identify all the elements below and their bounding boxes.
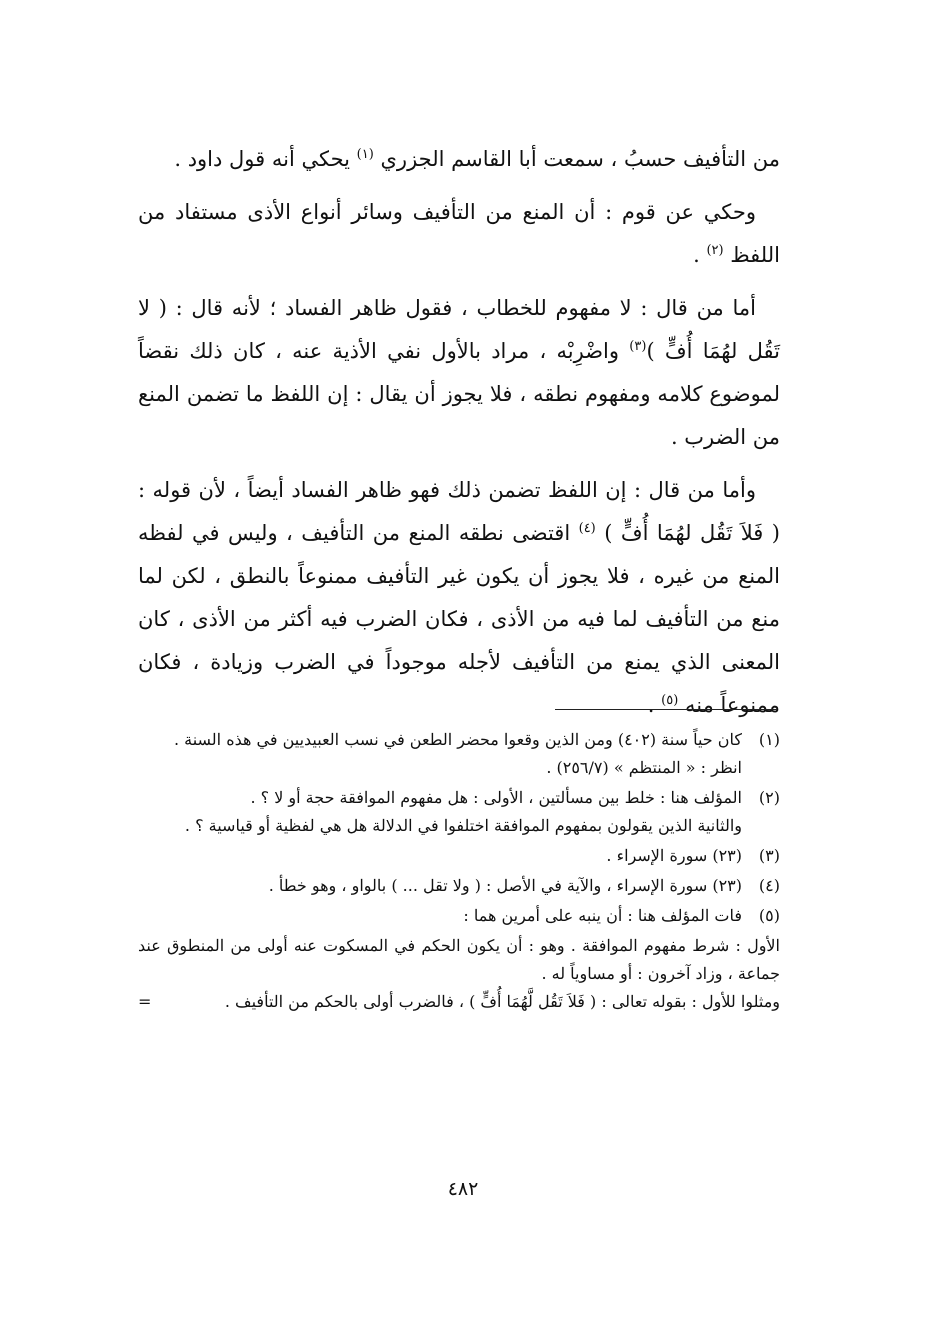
footnote-line: انظر : « المنتظم » (٢٥٦/٧) . — [546, 758, 742, 777]
footnote — [138, 842, 780, 870]
footnote-line: (٢٣) سورة الإسراء ، والآية في الأصل : ( ولا تقل ... ) بالواو ، وهو خطأ . — [268, 876, 742, 895]
footnote-continuation-text: الأول : شرط مفهوم الموافقة . وهو : أن يكون الحكم في المسكوت عنه أولى من المنطوق عند جماعة ، وزاد آخرون : أو مساوياً له . — [138, 936, 780, 983]
footnote — [138, 726, 780, 782]
footnote-body — [138, 872, 742, 900]
paragraph — [138, 191, 780, 277]
footnote-line: المؤلف هنا : خلط بين مسألتين ، الأولى : هل مفهوم الموافقة حجة أو لا ؟ . — [250, 788, 742, 807]
paragraph — [138, 469, 780, 727]
paragraph-text: وحكي عن قوم : أن المنع من التأفيف وسائر أنواع الأذى مستفاد من اللفظ — [138, 200, 780, 267]
footnote-number: (٤) — [758, 876, 780, 895]
footnote-line: والثانية الذين يقولون بمفهوم الموافقة اختلفوا في الدلالة هل هي لفظية أو قياسية ؟ . — [184, 816, 742, 835]
footnote-continuation-line — [138, 988, 780, 1016]
continuation-mark: = — [138, 992, 152, 1011]
paragraph-text: يحكي أنه قول داود . — [174, 147, 357, 171]
footnote-reference: (١) — [356, 147, 374, 162]
footnote-line: كان حياً سنة (٤٠٢) ومن الذين وقعوا محضر الطعن في نسب العبيديين في هذه السنة . — [173, 730, 742, 749]
page-number: ٤٨٢ — [447, 1178, 479, 1200]
main-text — [138, 138, 780, 737]
paragraph-text: أما من قال : لا مفهوم للخطاب ، فقول ظاهر الفساد ؛ لأنه قال : ( لا تَقُل لهُمَا أُفٍّ ) — [138, 296, 781, 363]
footnote-body — [138, 902, 742, 930]
footnote-line: (٢٣) سورة الإسراء . — [606, 846, 742, 865]
footnote-number: (١) — [758, 730, 780, 749]
paragraph-text: . — [693, 243, 707, 267]
footnote-line: فات المؤلف هنا : أن ينبه على أمرين هما : — [463, 906, 742, 925]
footnote — [138, 872, 780, 900]
footnote-reference: (٥) — [661, 693, 679, 708]
footnote-number: (٥) — [758, 906, 780, 925]
paragraph — [138, 287, 780, 459]
footnote — [138, 902, 780, 930]
footnote-body — [138, 842, 742, 870]
footnote-reference: (٢) — [706, 243, 724, 258]
footnote-separator — [555, 709, 777, 710]
paragraph-text: اقتضى نطقه المنع من التأفيف ، وليس في لفظه المنع من غيره ، فلا يجوز أن يكون غير التأفيف ممنوعاً بالنطق ، لكن لما منع من التأفيف لما فيه من الأذى ، فكان الضرب فيه أكثر من الأذى ، كان المعنى الذي يمنع من التأفيف لأجله موجوداً في الضرب وزيادة ، فكان ممنوعاً منه — [138, 521, 780, 717]
paragraph — [138, 138, 780, 181]
footnote-number: (٢) — [758, 788, 780, 807]
footnote-reference: (٣) — [629, 339, 647, 354]
footnote — [138, 784, 780, 840]
footnote-body — [138, 726, 742, 782]
footnote-continuation-text: ومثلوا للأول : بقوله تعالى : ( فَلاَ تَقُل لَّهُمَا أُفٍّ ) ، فالضرب أولى بالحكم من التأفيف . — [224, 992, 780, 1011]
footnote-continuation-line — [138, 932, 780, 988]
paragraph-text: وأما من قال : إن اللفظ تضمن ذلك فهو ظاهر الفساد أيضاً ، لأن قوله : ( فَلاَ تَقُل لهُمَا أُفٍّ ) — [138, 478, 780, 545]
footnote-number: (٣) — [758, 846, 780, 865]
footnotes — [138, 726, 780, 1016]
paragraph-text: من التأفيف حسبُ ، سمعت أبا القاسم الجزري — [373, 147, 780, 171]
footnote-body — [138, 784, 742, 840]
paragraph-text: . — [647, 693, 662, 717]
footnote-list — [138, 726, 780, 930]
footnote-continuation — [138, 932, 780, 1016]
paragraph-text: واضْرِبْه ، مراد بالأول نفي الأذية عنه ، كان ذلك نقضاً لموضوع كلامه ومفهوم نطقه ، فلا يجوز أن يقال : إن اللفظ ما تضمن المنع من الضرب . — [138, 339, 780, 449]
footnote-reference: (٤) — [578, 521, 596, 536]
